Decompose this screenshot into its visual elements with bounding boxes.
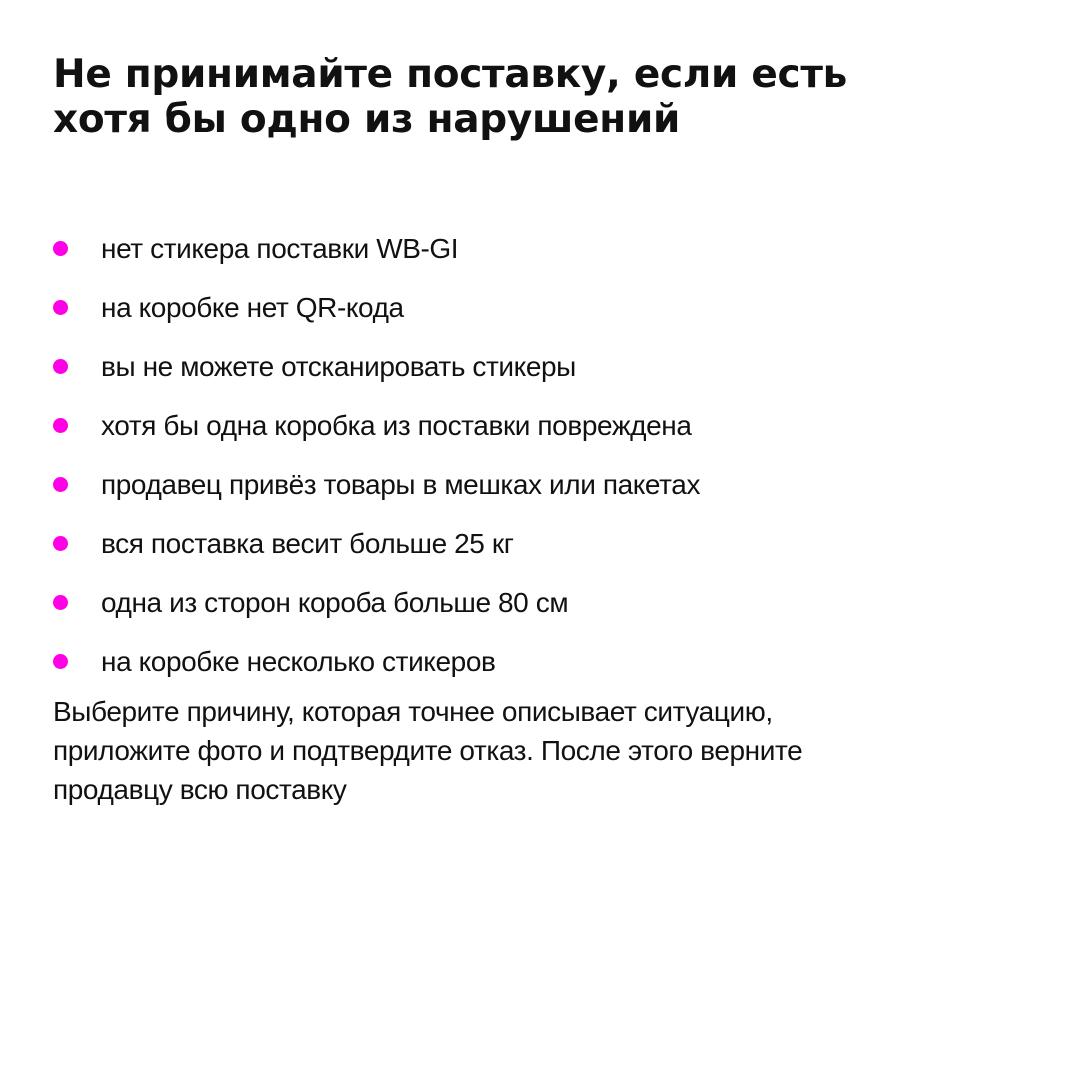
page-title <box>53 52 1013 142</box>
bullet-dot-icon <box>53 418 68 433</box>
violation-text: нет стикера поставки WB-GI <box>101 232 459 264</box>
title-line: Не принимайте поставку, если есть <box>53 52 847 97</box>
violation-text: продавец привёз товары в мешках или пакетах <box>101 468 701 500</box>
violation-text: на коробке несколько стикеров <box>101 645 496 677</box>
bullet-dot-icon <box>53 241 68 256</box>
bullet-dot-icon <box>53 595 68 610</box>
bullet-dot-icon <box>53 654 68 669</box>
violation-text: вы не можете отсканировать стикеры <box>101 350 576 382</box>
violation-text: хотя бы одна коробка из поставки повреждена <box>101 409 692 441</box>
instruction-line: продавцу всю поставку <box>53 774 347 805</box>
bullet-dot-icon <box>53 536 68 551</box>
instruction-paragraph <box>53 692 1013 809</box>
bullet-dot-icon <box>53 359 68 374</box>
violation-text: одна из сторон короба больше 80 см <box>101 586 569 618</box>
instruction-line: Выберите причину, которая точнее описывает ситуацию, <box>53 696 773 727</box>
title-line: хотя бы одно из нарушений <box>53 97 680 142</box>
bullet-dot-icon <box>53 300 68 315</box>
violation-text: вся поставка весит больше 25 кг <box>101 527 514 559</box>
bullet-dot-icon <box>53 477 68 492</box>
instruction-line: приложите фото и подтвердите отказ. После этого верните <box>53 735 803 766</box>
violation-text: на коробке нет QR-кода <box>101 291 404 323</box>
